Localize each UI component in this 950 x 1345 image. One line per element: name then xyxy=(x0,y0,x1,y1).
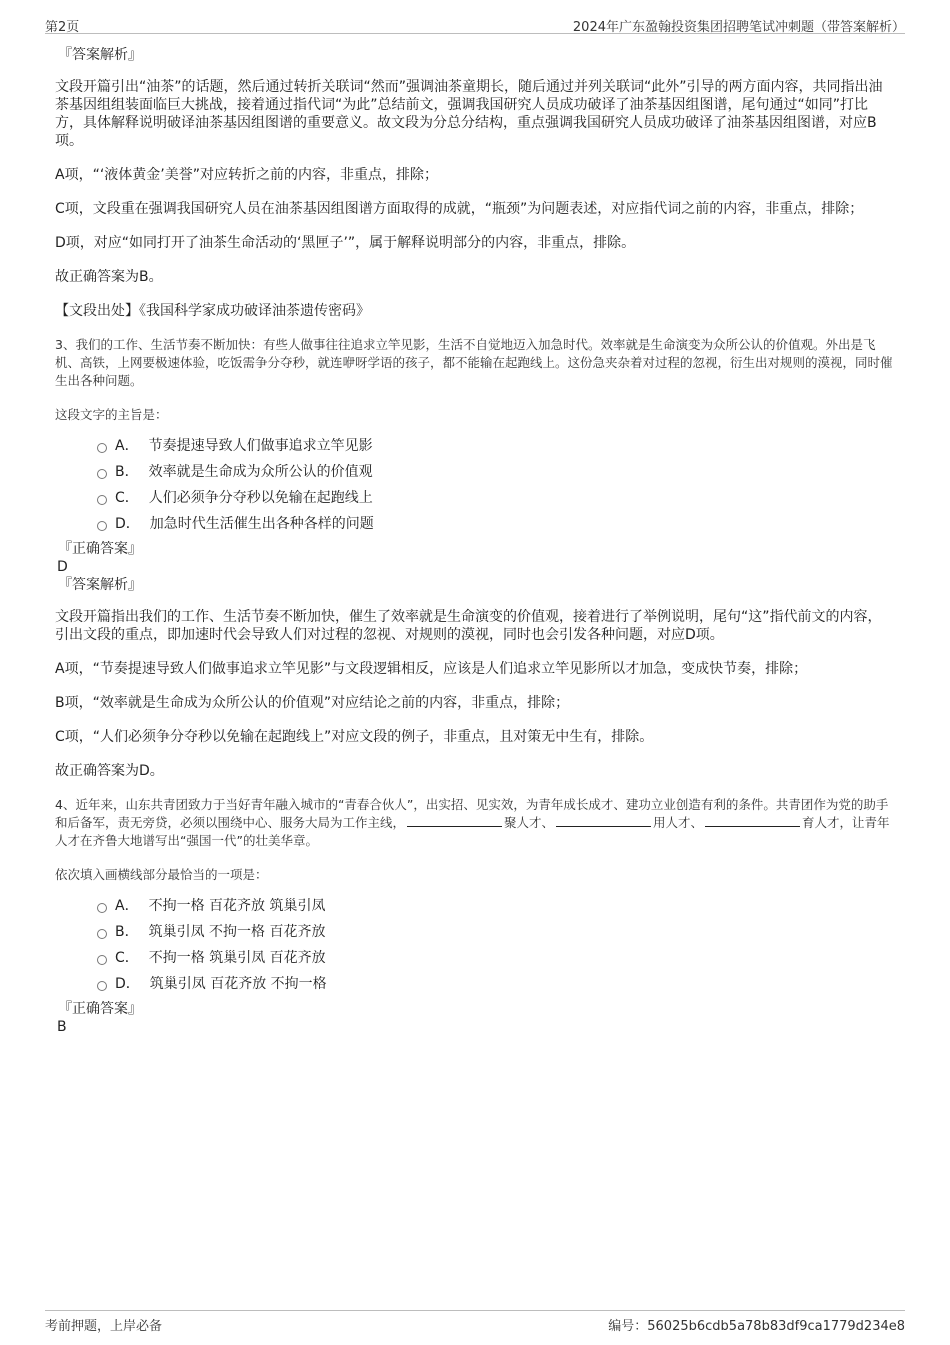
q3-option-a[interactable]: A． 节奏提速导致人们做事追求立竿见影 xyxy=(97,432,895,458)
q4-option-c[interactable]: C． 不拘一格 筑巢引凤 百花齐放 xyxy=(97,944,895,970)
q3-conclusion: 故正确答案为D。 xyxy=(55,763,164,779)
q3-analysis-option-c: C项，“人们必须争分夺秒以免输在起跑线上”对应文段的例子，非重点，且对策无中生有，排除。 xyxy=(55,729,654,745)
q3-analysis-paragraph: 文段开篇指出我们的工作、生活节奏不断加快，催生了效率就是生命演变的价值观，接着进行了举例说明，尾句“这”指代前文的内容，引出文段的重点，即加速时代会导致人们对过程的忽视、对规则的漠视，同时也会引发各种问题，对应D项。 xyxy=(55,609,882,643)
q2-analysis-option-c: C项，文段重在强调我国研究人员在油茶基因组图谱方面取得的成就，“瓶颈”为问题表述，对应指代词之前的内容，非重点，排除； xyxy=(55,201,864,217)
fill-blank-1 xyxy=(407,815,502,827)
q4-option-b[interactable]: B． 筑巢引凤 不拘一格 百花齐放 xyxy=(97,918,895,944)
radio-icon[interactable] xyxy=(97,903,107,913)
page-number: 第2页 xyxy=(45,20,80,35)
q2-source: 【文段出处】《我国科学家成功破译油茶遗传密码》 xyxy=(55,303,370,319)
q4-stem: 4、近年来，山东共青团致力于当好青年融入城市的“青春合伙人”，出实招、见实效，为青年成长成才、建功立业创造有利的条件。共青团作为党的助手和后备军，责无旁贷，必须以围绕中心、服务大局为工作主线， 聚人才、 用人才、 育人才，让青年人才在齐鲁大地谱写出“强国一代”的壮美华章。 xyxy=(55,797,890,848)
q3-answer-label: 『正确答案』 xyxy=(58,541,142,557)
q4-answer: B xyxy=(57,1019,67,1035)
q3-option-d[interactable]: D． 加急时代生活催生出各种各样的问题 xyxy=(97,510,895,536)
document-serial: 编号：56025b6cdb5a78b83df9ca1779d234e8 xyxy=(608,1319,905,1334)
q3-options xyxy=(97,432,895,536)
q3-analysis-option-a: A项，“节奏提速导致人们做事追求立竿见影”与文段逻辑相反，应该是人们追求立竿见影所以才加急，变成快节奏，排除； xyxy=(55,661,808,677)
q2-analysis-paragraph: 文段开篇引出“油茶”的话题，然后通过转折关联词“然而”强调油茶童期长，随后通过并列关联词“此外”引导的两方面内容，共同指出油茶基因组组装面临巨大挑战，接着通过指代词“为此”总结前文，强调我国研究人员成功破译了油茶基因组图谱，尾句通过“如同”打比方，具体解释说明破译油茶基因组图谱的重要意义。故文段为分总分结构，重点强调我国研究人员成功破译了油茶基因组图谱，对应B项。 xyxy=(55,79,883,149)
q4-option-d[interactable]: D． 筑巢引凤 百花齐放 不拘一格 xyxy=(97,970,895,996)
q2-conclusion: 故正确答案为B。 xyxy=(55,269,163,285)
q2-analysis-option-d: D项，对应“如同打开了油茶生命活动的‘黑匣子’”，属于解释说明部分的内容，非重点，排除。 xyxy=(55,235,636,251)
radio-icon[interactable] xyxy=(97,495,107,505)
radio-icon[interactable] xyxy=(97,981,107,991)
document-title: 2024年广东盈翰投资集团招聘笔试冲刺题（带答案解析） xyxy=(572,20,905,35)
q4-option-a[interactable]: A． 不拘一格 百花齐放 筑巢引凤 xyxy=(97,892,895,918)
footer-slogan: 考前押题，上岸必备 xyxy=(45,1319,163,1334)
q4-options xyxy=(97,892,895,996)
fill-blank-2 xyxy=(556,815,651,827)
q4-answer-label: 『正确答案』 xyxy=(58,1001,142,1017)
q3-answer: D xyxy=(57,559,68,575)
q4-prompt: 依次填入画横线部分最恰当的一项是： xyxy=(55,867,268,882)
radio-icon[interactable] xyxy=(97,443,107,453)
q3-analysis-label: 『答案解析』 xyxy=(58,577,142,593)
page-footer xyxy=(45,1310,905,1334)
fill-blank-3 xyxy=(705,815,800,827)
q3-prompt: 这段文字的主旨是： xyxy=(55,407,168,422)
radio-icon[interactable] xyxy=(97,929,107,939)
q3-analysis-option-b: B项，“效率就是生命成为众所公认的价值观”对应结论之前的内容，非重点，排除； xyxy=(55,695,570,711)
radio-icon[interactable] xyxy=(97,521,107,531)
q3-option-b[interactable]: B． 效率就是生命成为众所公认的价值观 xyxy=(97,458,895,484)
radio-icon[interactable] xyxy=(97,955,107,965)
radio-icon[interactable] xyxy=(97,469,107,479)
page-content xyxy=(55,46,895,1036)
q2-analysis-label: 『答案解析』 xyxy=(58,47,142,63)
q3-option-c[interactable]: C． 人们必须争分夺秒以免输在起跑线上 xyxy=(97,484,895,510)
page-header xyxy=(45,14,905,34)
q3-stem: 3、我们的工作、生活节奏不断加快：有些人做事往往追求立竿见影，生活不自觉地迈入加急时代。效率就是生命演变为众所公认的价值观。外出是飞机、高铁，上网要极速体验，吃饭需争分夺秒，就连咿呀学语的孩子，都不能输在起跑线上。这份急夹杂着对过程的忽视，衍生出对规则的漠视，同时催生出各种问题。 xyxy=(55,337,893,388)
q2-analysis-option-a: A项，“‘液体黄金’美誉”对应转折之前的内容，非重点，排除； xyxy=(55,167,438,183)
